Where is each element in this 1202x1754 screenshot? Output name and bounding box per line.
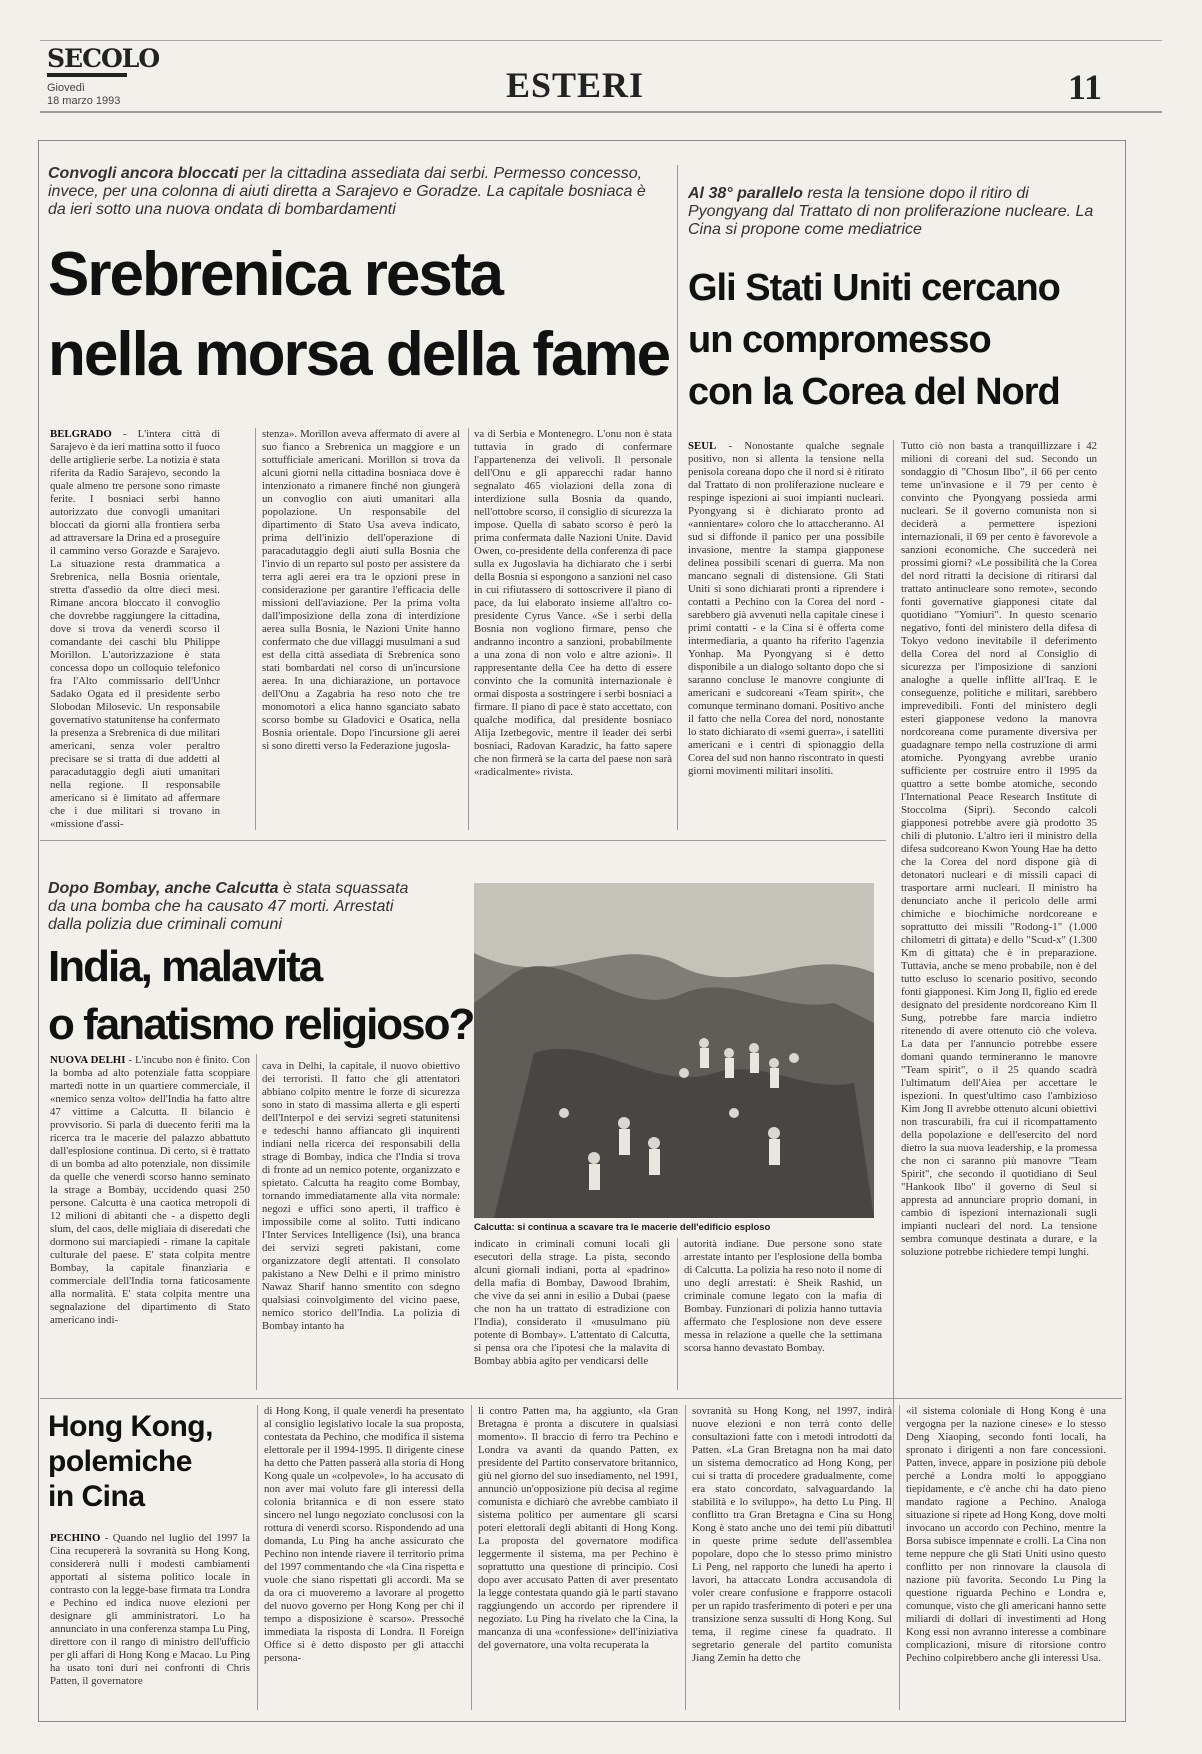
photo-illustration: [474, 883, 874, 1218]
column-rule: [893, 440, 894, 1530]
srebrenica-text-1: - L'intera città di Sarajevo è da ieri mattina sotto il fuoco delle artiglierie serbe. La notizia è stata riferita da Radio Sarajevo, secondo la quale almeno tre persone sono rimaste ferite. I bosniaci serbi hanno autorizzato due convogli umanitari bloccati da giorni alla frontiera serba ad attraversare la Drina ed a proseguire il cammino verso Gorazde e Sarajevo. La situazione resta drammatica a Srebrenica, nella Bosnia orientale, stretta d'assedio da oltre dieci mesi. Rimane ancora bloccato il convoglio che dovrebbe raggiungere la cittadina, dove si trova da venerdì scorso il comandante dei caschi blu Philippe Morillon. L'autorizzazione è stata concessa dopo un colloquio telefonico fra l'Alto commissario dell'Unhcr Sadako Ogata ed il presidente serbo Slobodan Milosevic. Un responsabile governativo statunitense ha confermato la presenza a Srebrenica di due militari americani, senza voler peraltro precisare se si tratta di due addetti al paracadutaggio degli aiuti umanitari nella regione. Il responsabile americano si è limitato ad affermare che i due militari si trovano in «missione d'assi-: [50, 428, 220, 830]
corea-kicker: [688, 185, 1108, 239]
india-dateline: NUOVA DELHI: [50, 1054, 126, 1066]
india-column-2: [262, 1060, 460, 1390]
issue-day: Giovedì: [47, 82, 85, 94]
srebrenica-kicker: [48, 165, 648, 219]
corea-kicker-text: resta la tensione dopo il ritiro di Pyongyang dal Trattato di non proliferazione nucleare. La Cina si propone come mediatrice: [688, 185, 1094, 238]
corea-column-1: [688, 440, 884, 826]
section-title: ESTERI: [506, 65, 645, 105]
hongkong-column-3: [478, 1405, 678, 1710]
calcutta-photo: [474, 883, 874, 1218]
hongkong-column-2: [264, 1405, 464, 1710]
india-headline-1: India, malavita: [48, 942, 322, 991]
india-column-3: [474, 1238, 670, 1390]
hongkong-text-3: li contro Patten ma, ha aggiunto, «la Gran Bretagna è pronta a discutere in qualsiasi momento». Il braccio di ferro tra Pechino e Londra va avanti da quando Patten, ex presidente del Partito conservatore britannico, giù nel giorno del suo insediamento, nel 1991, annunciò un'opposizione più decisa al regime comunista e dichiarò che avrebbe cambiato il sistema politico per aumentare gli scarsi poteri elettorali degli abitanti di Hong Kong. La proposta del governatore modifica leggermente il sistema, ma per Pechino è soprattutto una questione di principio. Così dopo aver accusato Patten di aver presentato la legge contestata quando già le parti stavano raggiungendo un accordo per riprendere il negoziato. Lu Ping ha rivelato che la Cina, la mancanza di una «confessione» dell'iniziativa del governatore, una volta recuperata la: [478, 1405, 678, 1651]
india-column-4: [684, 1238, 882, 1390]
india-kicker-text: è stata squassata da una bomba che ha causato 47 morti. Arrestati dalla polizia due criminali comuni: [48, 880, 409, 933]
column-rule: [471, 1405, 472, 1710]
article-divider: [677, 165, 678, 830]
column-rule: [255, 428, 256, 830]
srebrenica-column-3: [474, 428, 672, 830]
india-kicker: [48, 880, 418, 934]
srebrenica-headline-1: Srebrenica resta: [48, 240, 502, 309]
srebrenica-kicker-text: per la cittadina assediata dai serbi. Permesso concesso, invece, per una colonna di aiuti diretta a Sarajevo e Goradze. La capitale bosniaca è da ieri sotto una nuova ondata di bombardamenti: [48, 165, 646, 218]
hongkong-column-1: [50, 1532, 250, 1710]
corea-kicker-bold: Al 38° parallelo: [688, 185, 803, 202]
hongkong-text-4: sovranità su Hong Kong, nel 1997, indirà nuove elezioni e non terrà conto delle consultazioni fatte con i metodi introdotti da Patten. «La Gran Bretagna non ha mai dato un sistema democratico ad Hong Kong, per cui si tratta di procedere gradualmente, come era stato concordato, salvaguardando la stabilità e lo sviluppo», ha detto Lu Ping. Il conflitto tra Gran Bretagna e Cina su Hong Kong è stato anche uno dei temi più dibattuti in queste prime sedute dell'assemblea popolare, dopo che lo stesso primo ministro Li Peng, nel rapporto che lunedì ha aperto i lavori, ha attaccato Londra accusandola di voler creare confusione e frapporre ostacoli per un rapido trasferimento di poteri e per una transizione senza sussulti di Hong Kong. Sul tema, il regime cinese fa quadrato. Il segretario generale del partito comunista Jiang Zemin ha detto che: [692, 1405, 892, 1664]
corea-text-1: - Nonostante qualche segnale positivo, non si allenta la tensione nella penisola coreana dopo che il nord si è ritirato dal Trattato di non proliferazione nucleare e respinge ispezioni ai suoi impianti nucleari. Pyongyang si è dichiarato pronto ad «annientare» coloro che lo attaccheranno. Al sud si diffonde il panico per una possibile invasione, mentre la stampa giapponese delinea possibili scenari di guerra. Ma non mancano segnali di distensione. Gli Stati Uniti si sono dichiarati pronti a riprendere i contatti a Pechino con la Corea del nord - sarebbero già avvenuti nella capitale cinese i primi contatti - e la Cina si è offerta come intermediaria, a quanto ha riferito l'agenzia Yonhap. Ma Pyongyang si è detto disponibile a un dialogo soltanto dopo che si saranno concluse le manovre congiunte di americani e sudcoreani «Team spirit», che comunque terminano domani. Positivo anche il fatto che nella Corea del nord, nonostante lo stato dichiarato di «semi guerra», i satelliti americani e i centri di spionaggio della Corea del sud non hanno riscontrato in questi giorni movimenti militari insoliti.: [688, 440, 884, 777]
column-rule: [257, 1405, 258, 1710]
corea-headline-1: Gli Stati Uniti cercano: [688, 267, 1060, 309]
srebrenica-dateline: BELGRADO: [50, 428, 112, 440]
corea-headline-2: un compromesso: [688, 319, 991, 361]
newspaper-logo: SECOLO: [47, 44, 160, 73]
srebrenica-kicker-bold: Convogli ancora bloccati: [48, 165, 239, 182]
column-rule: [256, 1054, 257, 1390]
corea-column-2: [901, 440, 1097, 1530]
hongkong-dateline: PECHINO: [50, 1532, 101, 1544]
hongkong-column-5: [906, 1405, 1106, 1710]
corea-dateline: SEUL: [688, 440, 717, 452]
corea-headline-3: con la Corea del Nord: [688, 371, 1060, 413]
column-rule: [468, 428, 469, 830]
india-headline-2: o fanatismo religioso?: [48, 1000, 474, 1049]
srebrenica-headline-2: nella morsa della fame: [48, 320, 670, 389]
photo-caption: Calcutta: si continua a scavare tra le macerie dell'edificio esploso: [474, 1222, 771, 1233]
hongkong-text-2: di Hong Kong, il quale venerdì ha presentato al consiglio legislativo locale la sua proposta, contestata da Pechino, che modifica il sistema elettorale per il 1994-1995. Il dirigente cinese ha detto che Patten passerà alla storia di Hong Kong quale un «colpevole», lo ha accusato di non aver mai voluto fare gli interessi della colonia britannica e di non essere stato sincero nel lungo negoziato conclusosi con la rottura di venerdì scorso. Rispondendo ad una domanda, Lu Ping ha anche assicurato che Pechino non intende riavere il territorio prima del 1997 commentando che «la Cina rispetta e vuole che siano rispettati gli accordi. Ma se da ora ci muoveremo a lavorare al progetto del nuovo governo per Hong Kong per chi il tempo a disposizione è scarso». Pressoché immediata la risposta di Londra. Il Foreign Office si è detto disposto per gli attacchi persona-: [264, 1405, 464, 1664]
srebrenica-column-2: [262, 428, 460, 830]
srebrenica-text-2: stenza». Morillon aveva affermato di avere al suo fianco a Srebrenica un maggiore e un sottufficiale americani. Morillon si trova da alcuni giorni nella cittadina bosniaca dove è intenzionato a rimanere finché non giungerà un convoglio con aiuti umanitari alla popolazione. Un responsabile del dipartimento di Stato Usa aveva indicato, prima dell'inizio dell'operazione di paracadutaggio degli aiuti sulla Bosnia che l'invio di un reparto sul posto per assistere da terra agli aerei era tra le opzioni prese in considerazione per garantire l'efficacia delle missioni dell'aviazione. Per la prima volta dall'imposizione della zona di interdizione aerea sulla Bosnia, le Nazioni Unite hanno confermato che due villaggi musulmani a sud est della città assediata di Srebrenica sono stati bombardati nel corso di un'incursione aerea. In una dichiarazione, un portavoce dell'Onu a Zagabria ha reso noto che tre monomotori a elica hanno sganciato sabato scorso bombe su Gladovici e Osatica, nella Bosnia orientale. Dopo l'incursione gli aerei si sono diretti verso la Federazione jugosla-: [262, 428, 460, 752]
india-text-4: autorità indiane. Due persone sono state arrestate intanto per l'esplosione della bomba di Calcutta. La polizia ha reso noto il nome di uno degli arrestati: è Sheik Rashid, un criminale comune legato con la mafia di Bombay. Funzionari di polizia hanno tuttavia affermato che l'esplosione non deve essere messa in relazione a quelle che la settimana scorsa hanno devastato Bombay.: [684, 1238, 882, 1354]
section-divider: [40, 1398, 1122, 1399]
hongkong-text-5: «il sistema coloniale di Hong Kong è una vergogna per la nazione cinese» e lo stesso Deng Xiaoping, secondo fonti locali, ha spronato i dirigenti a non fare concessioni. Patten, invece, appare in posizione più debole perché a Londra molti lo appoggiano tiepidamente, e c'è anche chi ha dato pieno mandato ragione a Pechino. Analoga situazione si ripete ad Hong Kong, dove molti invocano un accordo con Pechino, mentre la Borsa subisce impennate e crolli. La Cina non teme neppure che gli Stati Uniti usino questo conflitto per non rinnovare la clausola di nazione più favorita. Secondo Lu Ping la questione riguarda Pechino e Londra e, comunque, visto che gli americani hanno sette miliardi di dollari di investimenti ad Hong Kong essi non avranno interesse a combinare complicazioni, misure di ritorsione contro Pechino colpirebbero anche gli interessi Usa.: [906, 1405, 1106, 1664]
india-column-1: [50, 1054, 250, 1390]
india-kicker-bold: Dopo Bombay, anche Calcutta: [48, 880, 279, 897]
corea-text-2: Tutto ciò non basta a tranquillizzare i 42 milioni di coreani del sud. Secondo un sondaggio di "Chosun Ilbo", il 66 per cento teme un'invasione e il 79 per cento è convinto che Pyongyang possieda armi nucleari. Se il governo comunista non si deciderà a permettere ispezioni internazionali, il 69 per cento è favorevole a sanzioni economiche. Che succederà nei prossimi giorni? «Le possibilità che la Corea del nord ritratti la decisione di ritirarsi dal trattato antinucleare sono remote», secondo fonti governative giapponesi citate dal quotidiano "Yomiuri". In questo scenario negativo, fonti del ministero della difesa di Tokyo vedono inevitabile il deferimento della Corea del nord al Consiglio di sicurezza per l'imposizione di sanzioni analoghe a quelle inflitte all'Iraq. E le conseguenze, politiche e militari, sarebbero imprevedibili. Fonti del ministero degli esteri giapponese vedono la manovra nordcoreana come puramente diversiva per guadagnare tempo nella costruzione di armi atomiche. Pyongyang avrebbe uranio sufficiente per costruire entro il 1995 da quattro a sette bombe atomiche, secondo l'International Peace Research Institute di Stoccolma (Sipri). Secondo calcoli giapponesi potrebbe avere già prodotto 35 chili di plutonio. L'altro ieri il ministro della difesa sudcoreano Kwon Young Hae ha detto che la Corea del nord dispone già di detonatori nucleari e di missili capaci di trasportare armi nucleari. Il ministro ha denunciato anche il pericolo delle armi chimiche e biochimiche nordcoreane e soprattutto dei missili "Rodong-1" (1.000 chilometri di gittata) e dello "Scud-x" (1.300 Km di gittata) che è in preparazione. Tuttavia, anche se meno probabile, non è del tutto escluso lo scenario positivo, secondo fonti giapponesi. Kim Jong Il, figlio ed erede designato del presidente nordcoreano Kim Il Sung, potrebbe fare marcia indietro ritenendo di avere ottenuto ciò che voleva. La data per l'annuncio potrebbe essere domani quando termineranno le manovre "Team spirit", o il 25 quando scadrà l'ultimatum dell'Aiea per accettare le ispezioni. In quest'ultimo caso l'ambizioso Kim Jong Il avrebbe ottenuto alcuni obiettivi non trascurabili, fra cui il ricompattamento della popolazione e dell'esercito del nord dietro la sua nuova leadership, e la promessa che non ci saranno più manovre "Team Spirit", che secondo il quotidiano di Seul "Hankook Ilbo" il governo di Seul si appresta ad annunciare proprio domani, in cambio di ispezioni internazionali sugli impianti nucleari del nord. La tensione sembra comunque destinata a durare, e la soluzione potrebbe richiedere tempi lunghi.: [901, 440, 1097, 1258]
hongkong-text-1: - Quando nel luglio del 1997 la Cina recupererà la sovranità su Hong Kong, considererà nulli i modesti cambiamenti apportati al sistema politico locale in contrasto con la legge-base firmata tra Londra e Pechino ed indica nuove elezioni per designare gli amministratori. Lo ha annunciato in una conferenza stampa Lu Ping, direttore con il rango di ministro dell'ufficio per gli affari di Hong Kong e Macao. Lu Ping ha usato toni duri nei confronti di Chris Patten, il governatore: [50, 1532, 250, 1687]
logo-underline: [47, 73, 127, 77]
hongkong-headline-2: polemiche: [48, 1445, 192, 1478]
india-text-2: cava in Delhi, la capitale, il nuovo obiettivo dei terroristi. Il fatto che gli attentatori abbiano colpito mentre le forze di sicurezza sono in stato di massima allerta e gli esperti dell'Interpol e dei servizi segreti statunitensi e tedeschi hanno affiancato gli inquirenti indiani nella ricerca dei responsabili della strage di Bombay, indica che l'India si trova di fronte ad un nemico potente, organizzato e spietato. Calcutta ha reagito come Bombay, tornando immediatamente alla vita normale: negozi e uffici sono aperti, il traffico è impossibile come al solito. Tutti indicano l'Inter Services Intelligence (Isi), una branca dei servizi segreti pakistani, come organizzatore degli attentati. Il consolato pakistano a New Delhi e il primo ministro Nawaz Sharif hanno smentito con sdegno qualsiasi coinvolgimento del vicino paese, nemico storico dell'India. La polizia di Bombay intanto ha: [262, 1060, 460, 1332]
column-rule: [685, 1405, 686, 1710]
issue-date: [47, 82, 120, 108]
india-text-1: - L'incubo non è finito. Con la bomba ad alto potenziale fatta scoppiare martedì notte in un quartiere commerciale, il «nemico senza volto» dell'India ha fatto altre 47 vittime a Calcutta. Il bilancio è provvisorio. Si parla di duecento feriti ma la ricerca tra le macerie del palazzo abbattuto dall'esplosione continua. Di certo, si è trattato di un bomba ad alto potenziale, non dissimile da quelle che venerdì scorso hanno seminato la strage a Bombay, uccidendo quasi 250 persone. Calcutta è una caotica metropoli di 12 milioni di abitanti che - a dispetto degli slum, del caos, delle migliaia di diseredati che dormono sui marciapiedi - rimane la capitale culturale del paese. E' stata colpita mentre Bombay, la capitale finanziaria e commerciale dell'India torna faticosamente alla normalità. E' stata colpita mentre una segnalazione del dipartimento di Stato americano indi-: [50, 1054, 250, 1326]
column-rule: [899, 1405, 900, 1710]
page-number: 11: [1067, 67, 1102, 107]
section-divider: [40, 840, 886, 841]
srebrenica-text-3: va di Serbia e Montenegro. L'onu non è stata tuttavia in grado di confermare l'appartenenza dei velivoli. Il personale dell'Onu e gli apparecchi radar hanno segnalato 465 violazioni della zona di interdizione sulla Bosnia da quando, nell'ottobre scorso, il consiglio di sicurezza la impose. Quella di sabato scorso è però la prima confermata dalle Nazioni Unite. David Owen, co-presidente della conferenza di pace sulla ex Jugoslavia ha dichiarato che i serbi della Bosnia si espongono a sanzioni nel caso in cui rifiutassero di sottoscrivere il piano di pace, da lui elaborato insieme all'altro co-presidente Cyrus Vance. «Se i serbi della Bosnia non vogliono firmare, penso che andranno incontro a sanzioni, probabilmente a una zona di non volo e altre azioni». Il rappresentante della Cee ha detto di essere convinto che la comunità internazionale è ormai disposta a sostringere i serbi bosniaci a firmare. Il piano di pace è stato accettato, con qualche modifica, dal presidente bosniaco Alija Izetbegovic, mentre il leader dei serbi bosniaci, Radovan Karadzic, ha fatto sapere che non firmerà se la carta del paese non sarà «radicalmente» rivista.: [474, 428, 672, 778]
masthead-top-rule: [40, 40, 1162, 41]
hongkong-headline-3: in Cina: [48, 1480, 145, 1513]
masthead-bottom-rule: [40, 111, 1162, 113]
india-text-3: indicato in criminali comuni locali gli esecutori della strage. La pista, secondo alcuni giornali indiani, porta al «padrino» della mafia di Bombay, Dawood Ibrahim, che vive da sei anni in esilio a Dubai (paese che non ha un trattato di estradizione con l'India), considerato il «musulmano più potente di Bombay». L'attentato di Calcutta, si pensa ora che l'ipotesi che la malavita di Bombay abbia agito per vendicarsi delle: [474, 1238, 670, 1367]
hongkong-column-4: [692, 1405, 892, 1710]
issue-full-date: 18 marzo 1993: [47, 95, 121, 107]
column-rule: [677, 1238, 678, 1390]
hongkong-headline-1: Hong Kong,: [48, 1410, 213, 1443]
srebrenica-column-1: [50, 428, 220, 830]
